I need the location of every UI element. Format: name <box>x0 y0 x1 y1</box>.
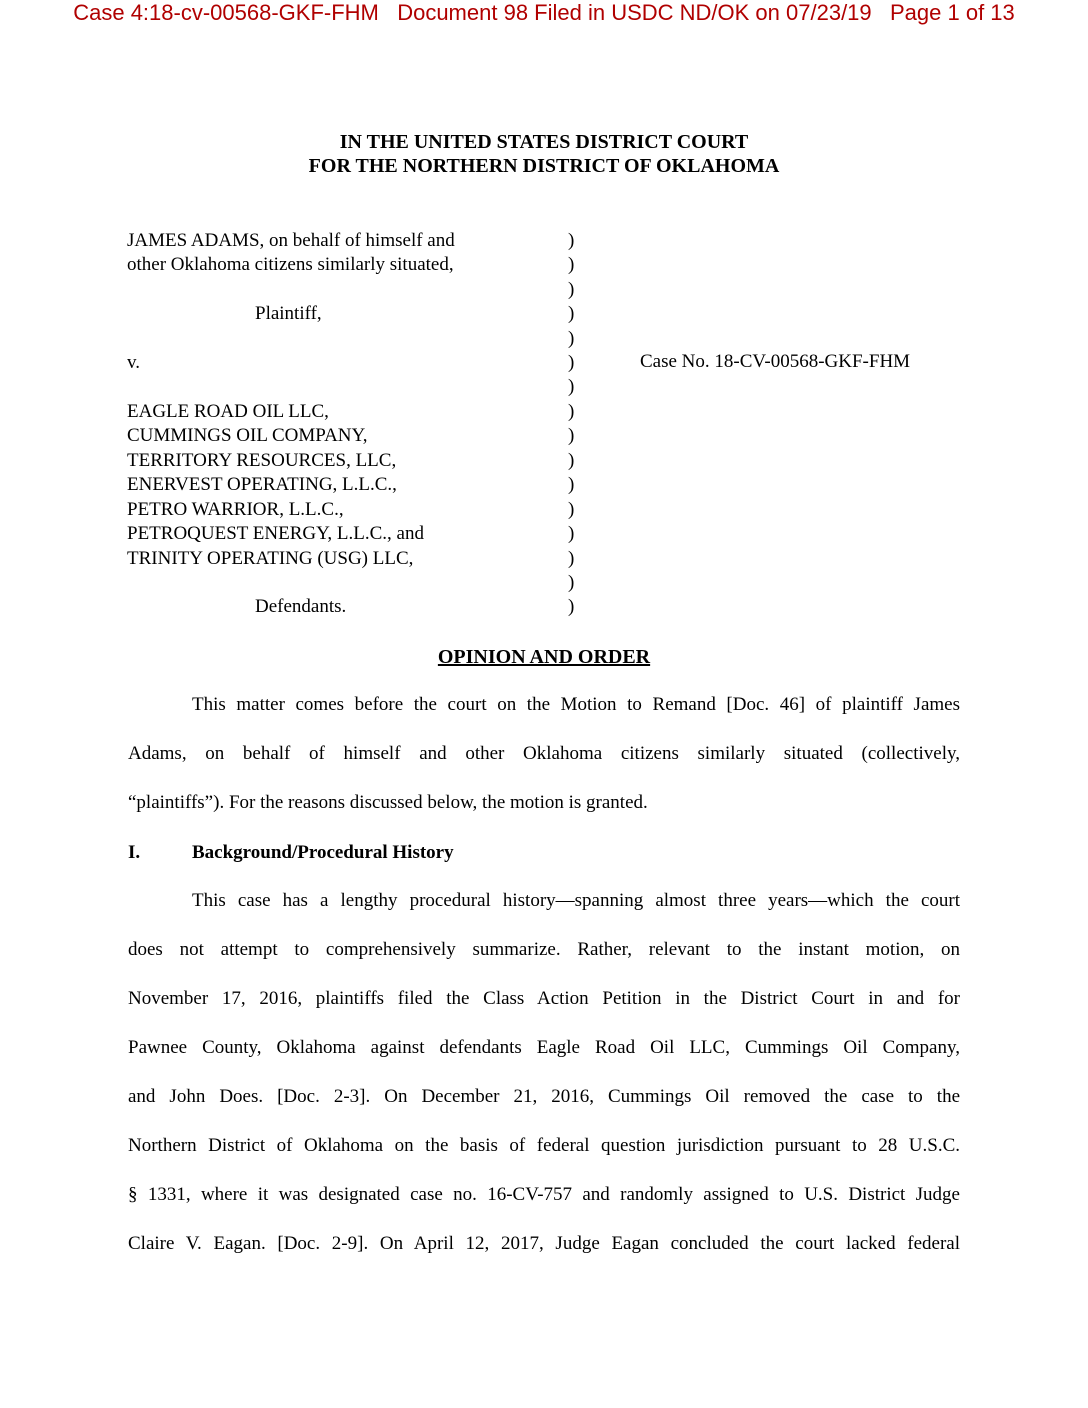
caption-parenthesis: ) <box>568 523 575 544</box>
paragraph-line: This matter comes before the court on the Motion to Remand [Doc. 46] of plaintiff James <box>192 694 960 715</box>
defendant-role: Defendants. <box>255 596 347 617</box>
caption-parenthesis: ) <box>568 279 575 300</box>
paragraph-line: Pawnee County, Oklahoma against defendants Eagle Road Oil LLC, Cummings Oil Company, <box>128 1037 960 1058</box>
paragraph-line: “plaintiffs”). For the reasons discussed below, the motion is granted. <box>128 792 648 813</box>
court-heading-line-1: IN THE UNITED STATES DISTRICT COURT <box>339 131 749 153</box>
caption-parenthesis: ) <box>568 499 575 520</box>
intro-paragraph <box>128 693 960 840</box>
caption-parenthesis: ) <box>568 572 575 593</box>
plaintiff-name-line-1: JAMES ADAMS, on behalf of himself and <box>127 230 455 251</box>
section-heading <box>128 841 454 865</box>
paragraph-line: Adams, on behalf of himself and other Oklahoma citizens similarly situated (collectively, <box>128 743 960 764</box>
court-heading <box>0 130 1088 178</box>
paragraph-line: November 17, 2016, plaintiffs filed the Class Action Petition in the District Court in and for <box>128 988 960 1009</box>
body-paragraph <box>128 889 960 1281</box>
defendant-name: EAGLE ROAD OIL LLC, <box>127 401 329 422</box>
caption-parenthesis: ) <box>568 425 575 446</box>
caption-parenthesis: ) <box>568 303 575 324</box>
caption-parenthesis: ) <box>568 596 575 617</box>
section-title: Background/Procedural History <box>192 842 454 863</box>
caption-parenthesis: ) <box>568 548 575 569</box>
defendant-name: TERRITORY RESOURCES, LLC, <box>127 450 397 471</box>
caption-parenthesis: ) <box>568 352 575 373</box>
paragraph-line: Northern District of Oklahoma on the basis of federal question jurisdiction pursuant to 28 U.S.C. <box>128 1135 960 1156</box>
defendant-name: CUMMINGS OIL COMPANY, <box>127 425 368 446</box>
versus: v. <box>127 352 141 373</box>
paragraph-line: and John Does. [Doc. 2-3]. On December 21, 2016, Cummings Oil removed the case to the <box>128 1086 960 1107</box>
defendant-name: PETROQUEST ENERGY, L.L.C., and <box>127 523 424 544</box>
case-number: Case No. 18-CV-00568-GKF-FHM <box>640 351 911 372</box>
paragraph-line: § 1331, where it was designated case no. 16-CV-757 and randomly assigned to U.S. District Judge <box>128 1184 960 1205</box>
caption-parenthesis: ) <box>568 254 575 275</box>
caption-parenthesis: ) <box>568 401 575 422</box>
caption-parenthesis: ) <box>568 450 575 471</box>
caption-parenthesis: ) <box>568 474 575 495</box>
defendant-name: ENERVEST OPERATING, L.L.C., <box>127 474 397 495</box>
defendant-name: PETRO WARRIOR, L.L.C., <box>127 499 344 520</box>
ecf-filing-header: Case 4:18-cv-00568-GKF-FHM Document 98 Filed in USDC ND/OK on 07/23/19 Page 1 of 13 <box>73 0 1015 25</box>
court-heading-line-2: FOR THE NORTHERN DISTRICT OF OKLAHOMA <box>308 155 780 177</box>
caption-parenthesis: ) <box>568 230 575 251</box>
section-number: I. <box>128 842 141 863</box>
paragraph-line: Claire V. Eagan. [Doc. 2-9]. On April 12, 2017, Judge Eagan concluded the court lacked federal <box>128 1233 960 1254</box>
defendant-name: TRINITY OPERATING (USG) LLC, <box>127 548 414 569</box>
plaintiff-role: Plaintiff, <box>255 303 322 324</box>
caption-parenthesis: ) <box>568 328 575 349</box>
paragraph-line: does not attempt to comprehensively summarize. Rather, relevant to the instant motion, on <box>128 939 960 960</box>
caption-parenthesis: ) <box>568 376 575 397</box>
document-title: OPINION AND ORDER <box>437 646 651 668</box>
plaintiff-name-line-2: other Oklahoma citizens similarly situated, <box>127 254 454 275</box>
paragraph-line: This case has a lengthy procedural history—spanning almost three years—which the court <box>192 890 960 911</box>
